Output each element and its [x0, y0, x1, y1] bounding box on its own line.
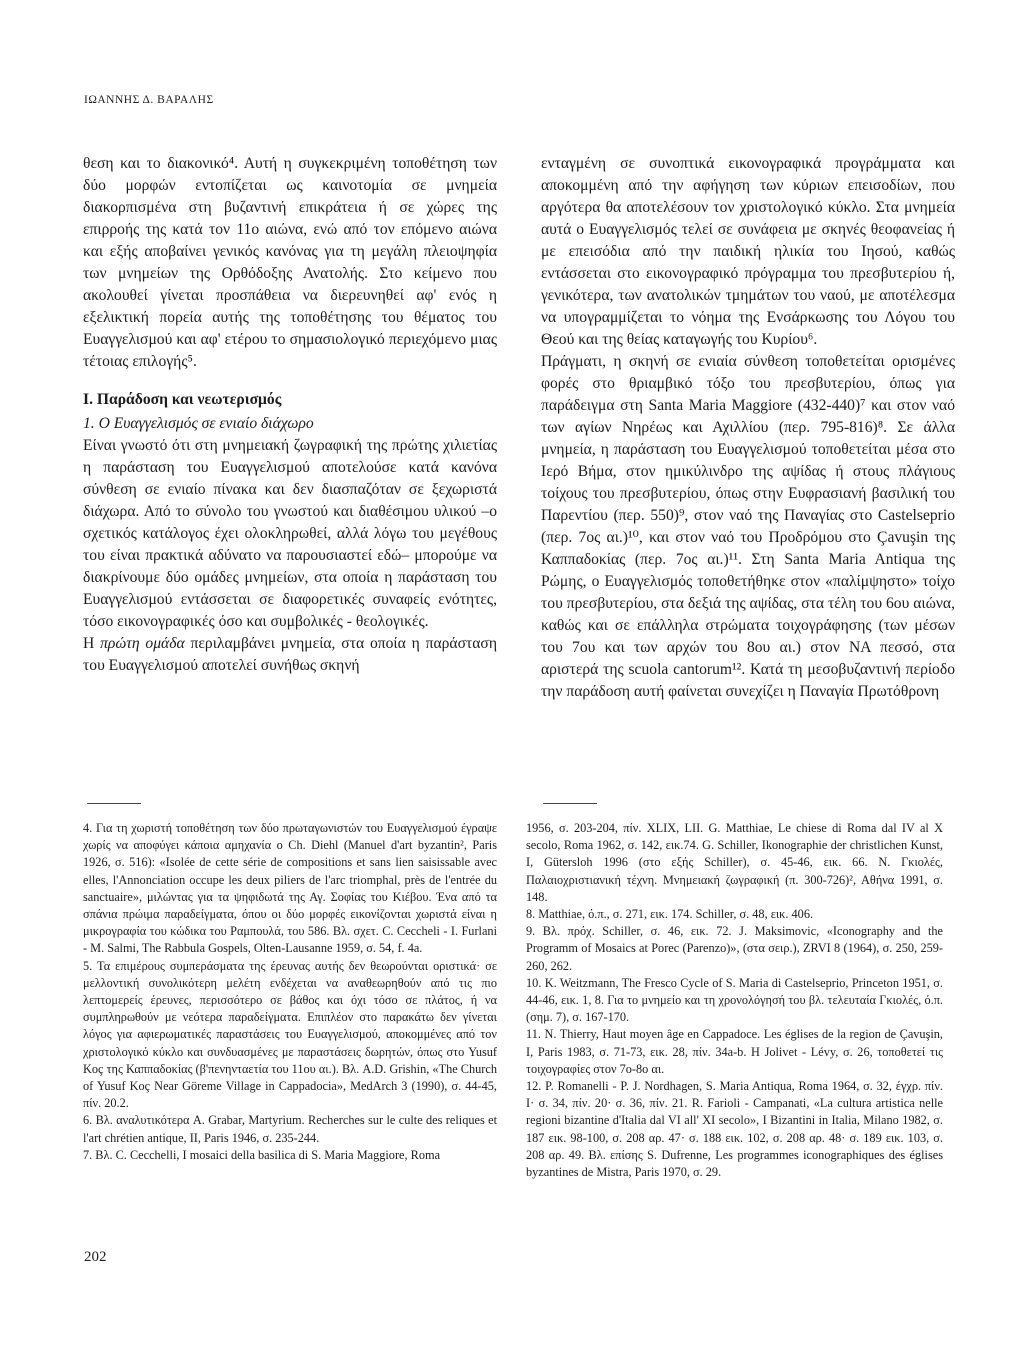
body-paragraph: Πράγματι, η σκηνή σε ενιαία σύνθεση τοποθετείται ορισμένες φορές στο θριαμβικό τόξο του πρεσβυτερίου, όπως για παράδειγμα στη Santa Maria Maggiore (432-440)⁷ και στον ναό των αγίων Νηρέως και Αχιλλίου (περ. 795-816)⁸. Σε άλλα μνημεία, η παράσταση του Ευαγγελισμού τοποθετείται μέσα στο Ιερό Βήμα, στον ημικύλινδρο της αψίδας ή στους πλάγιους τοίχους του πρεσβυτερίου, όπως στην Ευφρασιανή βασιλική του Παρεντίου (περ. 550)⁹, στον ναό της Παναγίας στο Castelseprio (περ. 7ος αι.)¹⁰, και στον ναό του Προδρόμου στο Çavuşin της Καππαδοκίας (περ. 7ος αι.)¹¹. Στη Santa Maria Antiqua της Ρώμης, ο Ευαγγελισμός τοποθετήθηκε στον «παλίμψηστο» τοίχο του πρεσβυτερίου, στα δεξιά της αψίδας, στα τέλη του 6ου αιώνα, καθώς και σε επάλληλα στρώματα τοιχογράφησης (των μέσων του 7ου και των αρχών του 8ου αι.) στον ΝΑ πεσσό, στα αριστερά της scuola cantorum¹². Κατά τη μεσοβυζαντινή περίοδο την παράδοση αυτή φαίνεται συνεχίζει η Παναγία Πρωτόθρονη [541, 353, 955, 700]
footnote: 10. K. Weitzmann, The Fresco Cycle of S. Maria di Castelseprio, Princeton 1951, σ. 44-46, εικ. 1, 8. Για το μνημείο και τη χρονολόγησή του βλ. τελευταία Γκιολές, ό.π. (σημ. 7), σ. 167-170. [526, 975, 943, 1025]
text-run: Η [83, 635, 101, 652]
body-paragraph: Είναι γνωστό ότι στη μνημειακή ζωγραφική της πρώτης χιλιετίας η παράσταση του Ευαγγελισμού αποτελούσε κατά κανόνα σύνθεση σε ενιαίο πίνακα και δεν διασπαζόταν σε ξεχωριστά διάχωρα. Από το σύνολο του γνωστού και διαθέσιμου υλικού –ο σχετικός κατάλογος έχει ολοκληρωθεί, αλλά λόγω του μεγέθους του είναι πρακτικά αδύνατο να παρουσιαστεί εδώ– μπορούμε να διακρίνουμε δύο ομάδες μνημείων, στα οποία η παράσταση του Ευαγγελισμού εντάσσεται σε διαφορετικές συναφείς ενότητες, τόσο εικονογραφικές όσο και συμβολικές - θεολογικές. [83, 437, 497, 630]
left-column [83, 153, 497, 677]
footnote: 6. Βλ. αναλυτικότερα A. Grabar, Martyrium. Recherches sur le culte des reliques et l'art chrétien antique, II, Paris 1946, σ. 235-244. [83, 1113, 497, 1145]
right-column [541, 153, 955, 703]
body-paragraph [83, 633, 497, 677]
footnote: 1956, σ. 203-204, πίν. XLIX, LII. G. Matthiae, Le chiese di Roma dal IV al X secolo, Roma 1962, σ. 142, εικ.74. G. Schiller, Ikonographie der christlichen Kunst, I, Gütersloh 1996 (στο εξής Schiller), σ. 45-46, εικ. 66. Ν. Γκιολές, Παλαιοχριστιανική τέχνη. Μνημειακή ζωγραφική (π. 300-726)², Αθήνα 1991, σ. 148. [526, 821, 943, 904]
section-heading: Ι. Παράδοση και νεωτερισμός [83, 391, 282, 408]
footnote: 8. Matthiae, ό.π., σ. 271, εικ. 174. Schiller, σ. 48, εικ. 406. [526, 907, 814, 922]
footnote-rule [87, 803, 141, 804]
footnote: 11. N. Thierry, Haut moyen âge en Cappadoce. Les églises de la region de Çavuşin, I, Paris 1983, σ. 71-73, εικ. 28, πίν. 34a-b. H Jolivet - Lévy, σ. 26, τοποθετεί τις τοιχογραφίες στον 7ο-8ο αι. [526, 1027, 943, 1076]
footnotes-left [83, 820, 497, 1164]
subsection-heading: 1. Ο Ευαγγελισμός σε ενιαίο διάχωρο [83, 415, 314, 432]
footnote: 7. Βλ. C. Cecchelli, I mosaici della basilica di S. Maria Maggiore, Roma [83, 1147, 441, 1162]
footnote-rule [543, 803, 597, 804]
footnote: 5. Τα επιμέρους συμπεράσματα της έρευνας αυτής δεν θεωρούνται οριστικά· σε μελλοντική συνολικότερη μελέτη ενδέχεται να αναθεωρηθούν από τις πιο λεπτομερείς έρευνες, περισσότερο σε βάθος και όχι τόσο σε πλάτος, ή να συμπληρωθούν με νεότερα παραδείγματα. Επιπλέον στο παρακάτω δεν γίνεται λόγος για αφιερωματικές παραστάσεις του Ευαγγελισμού, αποκομμένες από τον χριστολογικό κύκλο και συνδυασμένες με παραστάσεις δωρητών, όπως στο Yusuf Koç της Καππαδοκίας (β'πενηνταετία του 11ου αι.). Βλ. A.D. Grishin, «The Church of Yusuf Koç Near Göreme Village in Cappadocia», MedArch 3 (1990), σ. 44-45, πίν. 20.2. [83, 958, 497, 1111]
footnote: 12. P. Romanelli - P. J. Nordhagen, S. Maria Antiqua, Roma 1964, σ. 32, έγχρ. πίν. I· σ. 34, πίν. 20· σ. 36, πίν. 21. R. Farioli - Campanati, «La cultura artistica nelle regioni bizantine d'Italia dal VI all' XI secolo», I Bizantini in Italia, Milano 1982, σ. 187 εικ. 98-100, σ. 208 αρ. 47· σ. 188 εικ. 102, σ. 208 αρ. 48· σ. 189 εικ. 103, σ. 208 αρ. 49. Βλ. επίσης S. Dufrenne, Les programmes iconographiques des églises byzantines de Mistra, Paris 1970, σ. 29. [526, 1079, 943, 1180]
text-run: περιλαμβάνει μνημεία, στα οποία η παράσταση του Ευαγγελισμού αποτελεί συνήθως σκηνή [83, 635, 497, 674]
body-paragraph: θεση και το διακονικό⁴. Αυτή η συγκεκριμένη τοποθέτηση των δύο μορφών εντοπίζεται ως καινοτομία σε μνημεία διακορπισμένα στη βυζαντινή επικράτεια ή σε χώρες της επιρροής της κατά τον 11ο αιώνα, ενώ από τον επόμενο αιώνα και εξής αποβαίνει γενικός κανόνας για τη μεγάλη πλειοψηφία των μνημείων της Ορθόδοξης Ανατολής. Στο κείμενο που ακολουθεί γίνεται προσπάθεια να διερευνηθεί αφ' ενός η εξελικτική πορεία αυτής της τοποθέτησης του θέματος του Ευαγγελισμού και αφ' ετέρου το σημασιολογικό περιεχόμενο μιας τέτοιας επιλογής⁵. [83, 155, 497, 370]
running-head: ΙΩΑΝΝΗΣ Δ. ΒΑΡΑΛΗΣ [84, 94, 214, 106]
footnote: 9. Βλ. πρόχ. Schiller, σ. 46, εικ. 72. J. Maksimovic, «Iconography and the Programm of Mosaics at Porec (Parenzo)», (στα σειρ.), ZRVI 8 (1964), σ. 250, 259-260, 262. [526, 924, 943, 973]
page-number: 202 [84, 1249, 107, 1265]
body-paragraph: ενταγμένη σε συνοπτικά εικονογραφικά προγράμματα και αποκομμένη από την αφήγηση των κύριων επεισοδίων, που αργότερα θα αποτελέσουν τον χριστολογικό κύκλο. Στα μνημεία αυτά ο Ευαγγελισμός τελεί σε συνάφεια με σκηνές θεοφανείας ή με επεισόδια από την παιδική ηλικία του Ιησού, καθώς εντάσσεται στο εικονογραφικό πρόγραμμα του πρεσβυτερίου ή, γενικότερα, των ανατολικών τμημάτων του ναού, με αποτέλεσμα να υπογραμμίζεται το νόημα της Ενσάρκωσης του Λόγου του Θεού και της θείας καταγωγής του Κυρίου⁶. [541, 155, 955, 348]
emphasis: πρώτη ομάδα [100, 635, 185, 652]
footnotes-right [526, 820, 943, 1181]
footnote: 4. Για τη χωριστή τοποθέτηση των δύο πρωταγωνιστών του Ευαγγελισμού έγραψε χωρίς να αποφύγει κάποια αμηχανία ο Ch. Diehl (Manuel d'art byzantin², Paris 1926, σ. 516): «Isolée de cette série de compositions et sans lien saisissable avec elles, l'Annonciation occupe les deux piliers de l'arc triomphal, près de l'entrée du sanctuaire», μιλώντας για τα ψηφιδωτά της Αγ. Σοφίας του Κιέβου. Ένα από τα σπάνια πρώιμα παραδείγματα, όπου οι δύο μορφές εικονίζονται χωριστά είναι η μικρογραφία του κώδικα του Ραμπουλά, του 586. Βλ. σχετ. C. Ceccheli - I. Furlani - M. Salmi, The Rabbula Gospels, Olten-Lausanne 1959, σ. 54, f. 4a. [83, 821, 497, 956]
